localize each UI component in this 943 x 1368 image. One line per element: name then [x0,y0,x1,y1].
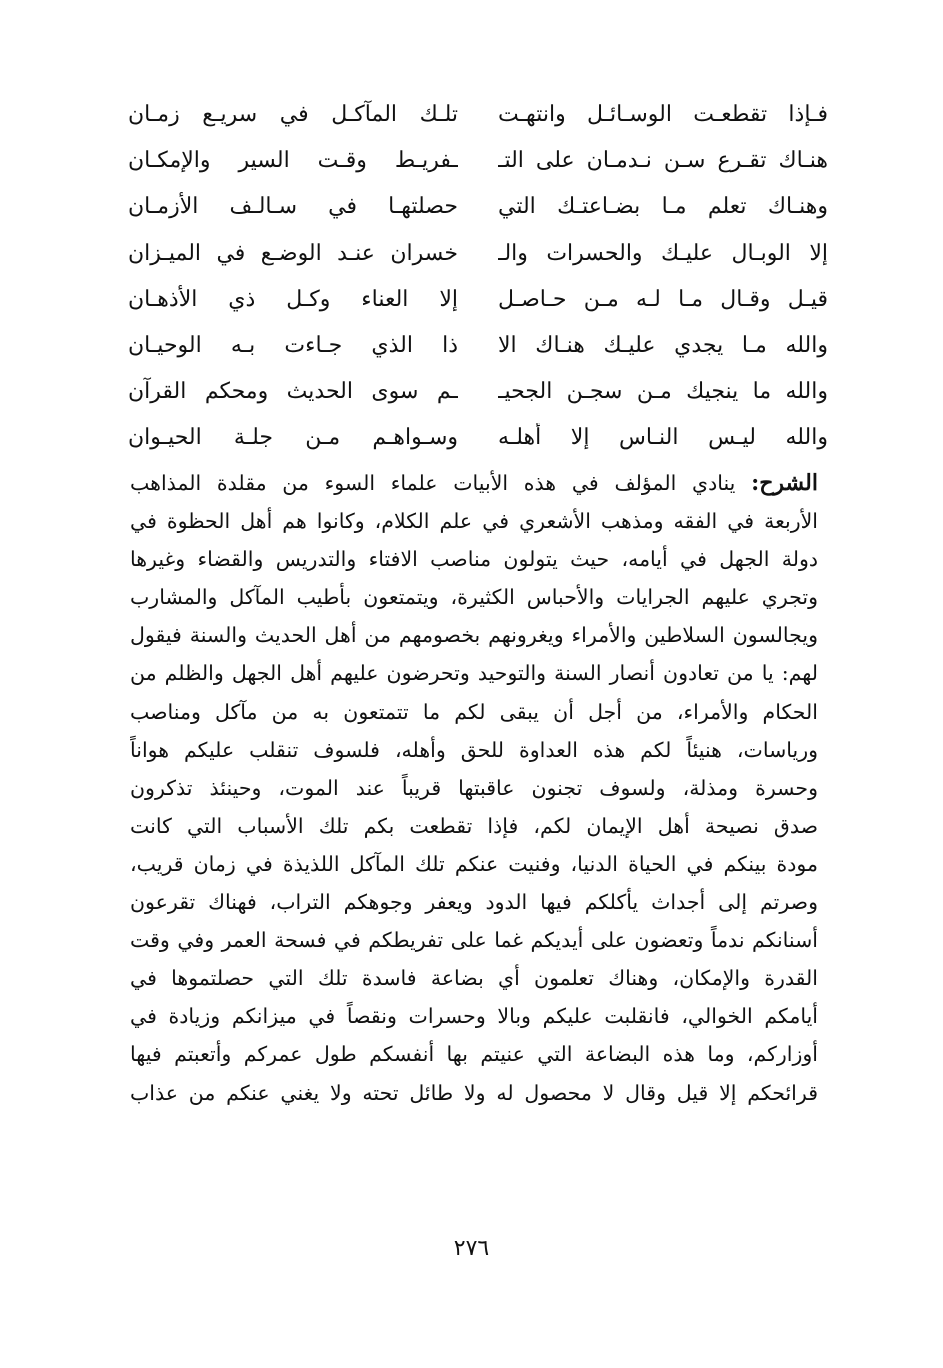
poem-left-hemistich: ذا الذي جـاءت بـه الوحيـان [128,333,458,359]
poem-left-hemistich: وسـواهـم مـن جلـة الحيـوان [128,425,458,451]
commentary-line: قرائحكم إلا قيل وقال لا محصول له ولا طائل تحته ولا يغني عنكم من عذاب [130,1080,818,1105]
poem-left-hemistich: ـم سوى الحديث ومحكم القرآن [128,379,458,405]
commentary-line: صدق نصيحة أهل الإيمان لكم، فإذا تقطعت بكم تلك الأسباب التي كانت [130,813,818,838]
poem-right-hemistich: فـإذا تقطعـت الوسـائـل وانتهـت [498,102,828,128]
commentary-line: أيامكم الخوالي، فانقلبت عليكم وبالا وحسرات ونقصاً في ميزانكم وزيادة في [130,1004,818,1029]
poem-left-hemistich: إلا العناء وكـل ذي الأذهـان [128,286,458,312]
commentary-first-line [130,464,818,502]
commentary-first-line-text: ينادي المؤلف في هذه الأبيات علماء السوء من مقلدة المذاهب [130,471,736,495]
poem-right-hemistich: هنـاك تقـرع سـن نـدمـان على التـ [498,148,828,174]
poem-line [128,277,828,323]
poem-line [128,184,828,230]
poem-line [128,369,828,415]
poem-right-hemistich: وهنـاك تعلم مـا بضـاعتـك التي [498,194,828,220]
commentary-line: الأربعة في الفقه ومذهب الأشعري في علم الكلام، وكانوا هم أهل الحظوة في [130,509,818,534]
commentary-line: ويجالسون السلاطين والأمراء ويغرونهم بخصومهم من أهل الحديث والسنة فيقول [130,623,818,648]
poem-right-hemistich: والله ليـس النـاس إلا أهلـه [498,425,828,451]
poem-right-hemistich: والله ما ينجيك مـن سجـن الجحيـ [498,379,828,405]
poem-left-hemistich: تلـك المآكـل في سريـع زمـان [128,102,458,128]
poem-right-hemistich: قيـل وقـال مـا لـه مـن حـاصـل [498,286,828,312]
commentary-line: ورياسات، هنيئاً لكم هذه العداوة للحق وأهله، فلسوف تنقلب عليكم هواناً [130,737,818,762]
commentary-block [130,464,818,1112]
poem-line [128,92,828,138]
commentary-line: مودة بينكم في الحياة الدنيا، وفنيت عنكم تلك المآكل اللذيذة في زمان قريب، [130,851,818,876]
commentary-line: أسنانكم ندماً وتعضون على أيديكم غما على تفريطكم في فسحة العمر وفي وقت [130,928,818,953]
commentary-line: الحكام والأمراء، من أجل أن يبقى لكم ما تتمتعون به من مآكل ومناصب [130,699,818,724]
commentary-line: وتجري عليهم الجرايات والأحباس الكثيرة، ويتمتعون بأطيب المآكل والمشارب [130,585,818,610]
poem-left-hemistich: حصلتهـا في سـالـف الأزمـان [128,194,458,220]
commentary-line: القدرة والإمكان، وهناك تعلمون أي بضاعة فاسدة تلك التي حصلتموها في [130,966,818,991]
commentary-line: لهم: يا من تعادون أنصار السنة والتوحيد وتحرضون عليهم أهل الجهل والظلم من [130,661,818,686]
poem-left-hemistich: خسران عنـد الوضـع في الميـزان [128,240,458,266]
poem-left-hemistich: ـفريـط وقـت السير والإمكـان [128,148,458,174]
commentary-lead: الشرح: [751,470,818,496]
poem-line [128,138,828,184]
poem-right-hemistich: إلا الوبـال عليـك والحسرات والـ [498,240,828,266]
commentary-line: دولة الجهل في أيامه، حيث يتولون مناصب الافتاء والتدريس والقضاء وغيرها [130,547,818,572]
page-number: ٢٧٦ [453,1236,490,1261]
poem-line [128,323,828,369]
poem-block [128,92,828,462]
poem-line [128,231,828,277]
poem-line [128,415,828,461]
commentary-line: أوزاركم، وما هذه البضاعة التي عنيتم بها أنفسكم طول عمركم وأتعبتم فيها [130,1042,818,1067]
commentary-line: وصرتم إلى أجداث يأكلكم فيها الدود ويعفر وجوهكم التراب، فهناك تقرعون [130,890,818,915]
commentary-line: وحسرة ومذلة، ولسوف تجنون عاقبتها قريباً عند الموت، وحينئذ تذكرون [130,775,818,800]
poem-right-hemistich: والله مـا يجدي عليـك هنـاك الا [498,333,828,359]
